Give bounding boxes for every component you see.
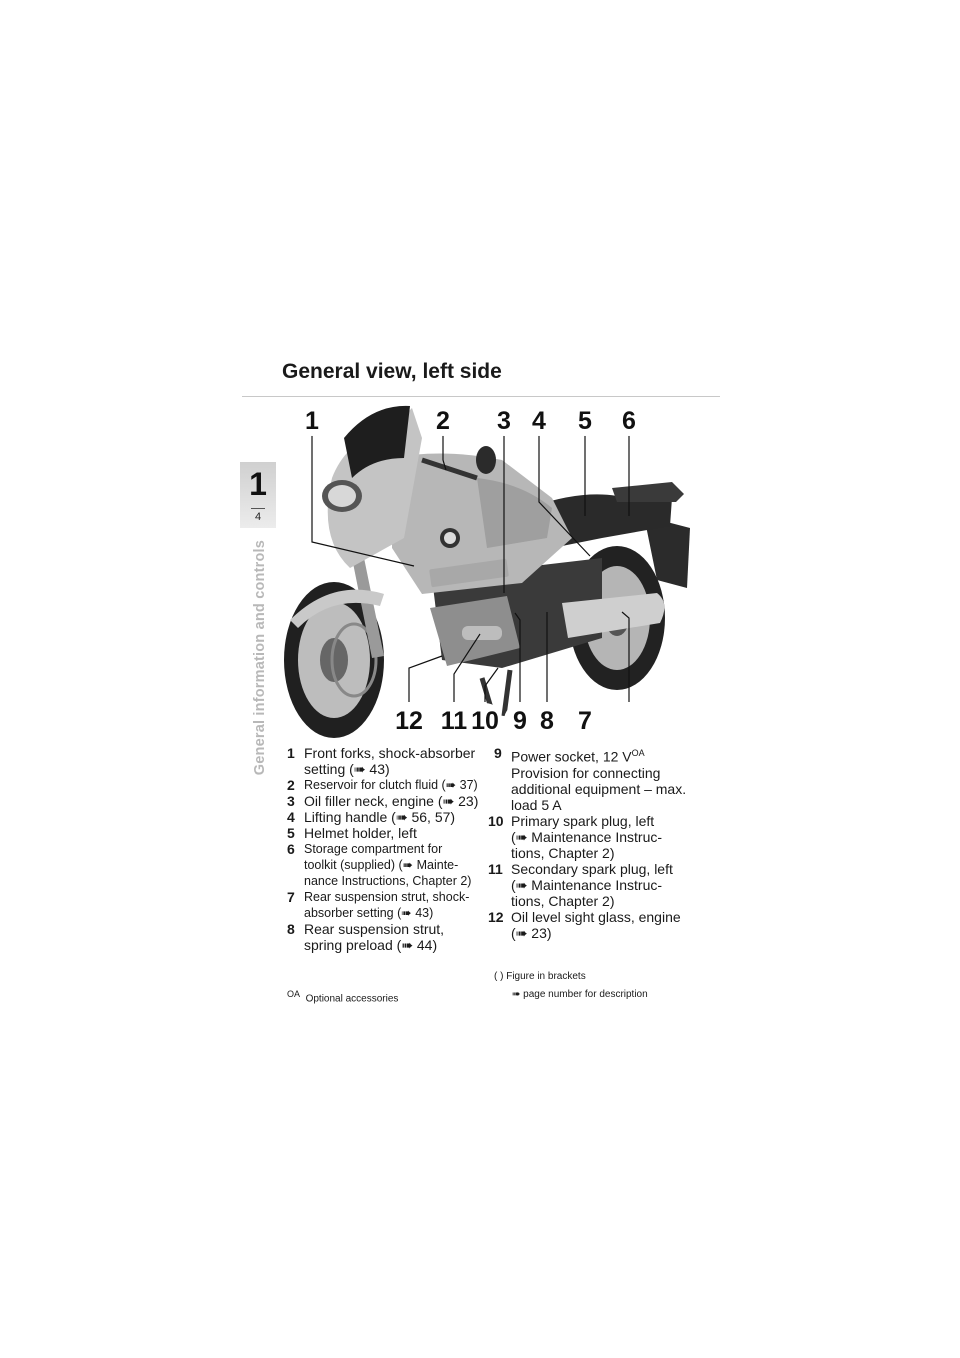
callout-label-6: 6: [622, 407, 636, 435]
callout-label-11: 11: [440, 707, 468, 735]
legend-number: 8: [287, 921, 295, 937]
callout-label-5: 5: [578, 407, 592, 435]
chapter-tab: [240, 462, 276, 528]
callouts-bottom: [392, 703, 601, 737]
footnote-text: Optional accessories: [305, 993, 399, 1005]
callout-label-4: 4: [532, 407, 546, 435]
motorcycle-illustration: [272, 398, 722, 740]
legend-item-4: [287, 809, 497, 825]
legend-item-5: [287, 825, 497, 841]
legend-text: [511, 745, 694, 765]
legend-number: 6: [287, 841, 295, 857]
legend-item-11: [488, 860, 694, 909]
legend-item-3: [287, 793, 497, 809]
page-title: General view, left side: [282, 360, 502, 383]
footnote-optional-accessories: [287, 989, 398, 1004]
legend-number: 7: [287, 889, 295, 905]
legend-text: Storage compartment for: [304, 842, 443, 856]
legend-text: setting (➠ 43): [304, 761, 390, 777]
footnote-mark: OA: [287, 989, 301, 999]
legend-number: 3: [287, 793, 295, 809]
legend-text: load 5 A: [511, 796, 562, 813]
legend-item-8: [287, 921, 497, 953]
chapter-divider: [251, 508, 265, 509]
legend-text: Lifting handle (➠ 56, 57): [304, 809, 456, 825]
optional-accessory-mark: OA: [631, 748, 645, 758]
legend-number: 1: [287, 745, 295, 761]
callout-label-2: 2: [436, 407, 450, 435]
legend-text: nance Instructions, Chapter 2): [304, 874, 472, 888]
legend-text: Front forks, shock-absorber: [304, 745, 476, 761]
callouts-top: [296, 404, 645, 436]
callout-label-3: 3: [497, 407, 511, 435]
legend-text: absorber setting (➠ 43): [304, 906, 434, 920]
legend-item-6: [287, 841, 497, 889]
legend-number: 12: [488, 908, 504, 925]
callout-label-1: 1: [305, 407, 319, 435]
legend-item-9: [494, 745, 694, 813]
legend-text-part: Power socket, 12 V: [511, 748, 632, 765]
legend-text: Secondary spark plug, left: [511, 860, 673, 877]
legend-text: Helmet holder, left: [304, 825, 417, 841]
chapter-number: 1: [249, 466, 267, 502]
legend-item-7: [287, 889, 497, 921]
legend-text: Rear suspension strut, shock-: [304, 890, 470, 904]
legend-left-column: [287, 745, 497, 953]
callout-label-7: 7: [578, 707, 592, 735]
legend-number: 9: [494, 745, 502, 761]
footnote-brackets: ( ) Figure in brackets: [494, 971, 586, 982]
legend-item-2: [287, 777, 497, 793]
chapter-side-caption: General information and controls: [252, 540, 268, 776]
title-divider: [242, 396, 720, 397]
legend-text: Rear suspension strut,: [304, 921, 445, 937]
legend-text: Reservoir for clutch fluid (➠ 37): [304, 778, 478, 792]
callout-label-12: 12: [395, 707, 423, 735]
callout-label-8: 8: [540, 707, 554, 735]
legend-text: Oil filler neck, engine (➠ 23): [304, 793, 479, 809]
legend-text: (➠ Maintenance Instruc-: [511, 828, 663, 845]
motorcycle-figure: [272, 398, 722, 740]
legend-text: additional equipment – max.: [511, 780, 687, 797]
legend-number: 5: [287, 825, 295, 841]
callout-label-10: 10: [471, 707, 499, 735]
legend-text: toolkit (supplied) (➠ Mainte-: [304, 858, 459, 872]
legend-text: Provision for connecting: [511, 764, 661, 781]
callout-label-9: 9: [513, 707, 527, 735]
legend-text: (➠ Maintenance Instruc-: [511, 876, 663, 893]
legend-text: (➠ 23): [511, 924, 552, 941]
legend-item-10: [488, 812, 694, 861]
legend-number: 10: [488, 812, 504, 829]
legend-text: tions, Chapter 2): [511, 892, 615, 909]
footnote-page-arrow: ➠ page number for description: [512, 989, 648, 1000]
legend-text: Oil level sight glass, engine: [511, 908, 681, 925]
legend-text: Primary spark plug, left: [511, 812, 655, 829]
legend-number: 2: [287, 777, 295, 793]
legend-right-column: [488, 745, 694, 941]
legend-item-1: [287, 745, 497, 777]
legend-number: 4: [287, 809, 295, 825]
legend-item-12: [488, 908, 694, 941]
legend-text: spring preload (➠ 44): [304, 937, 438, 953]
legend-number: 11: [488, 860, 503, 877]
page-number: 4: [254, 511, 262, 523]
legend-text: tions, Chapter 2): [511, 844, 615, 861]
